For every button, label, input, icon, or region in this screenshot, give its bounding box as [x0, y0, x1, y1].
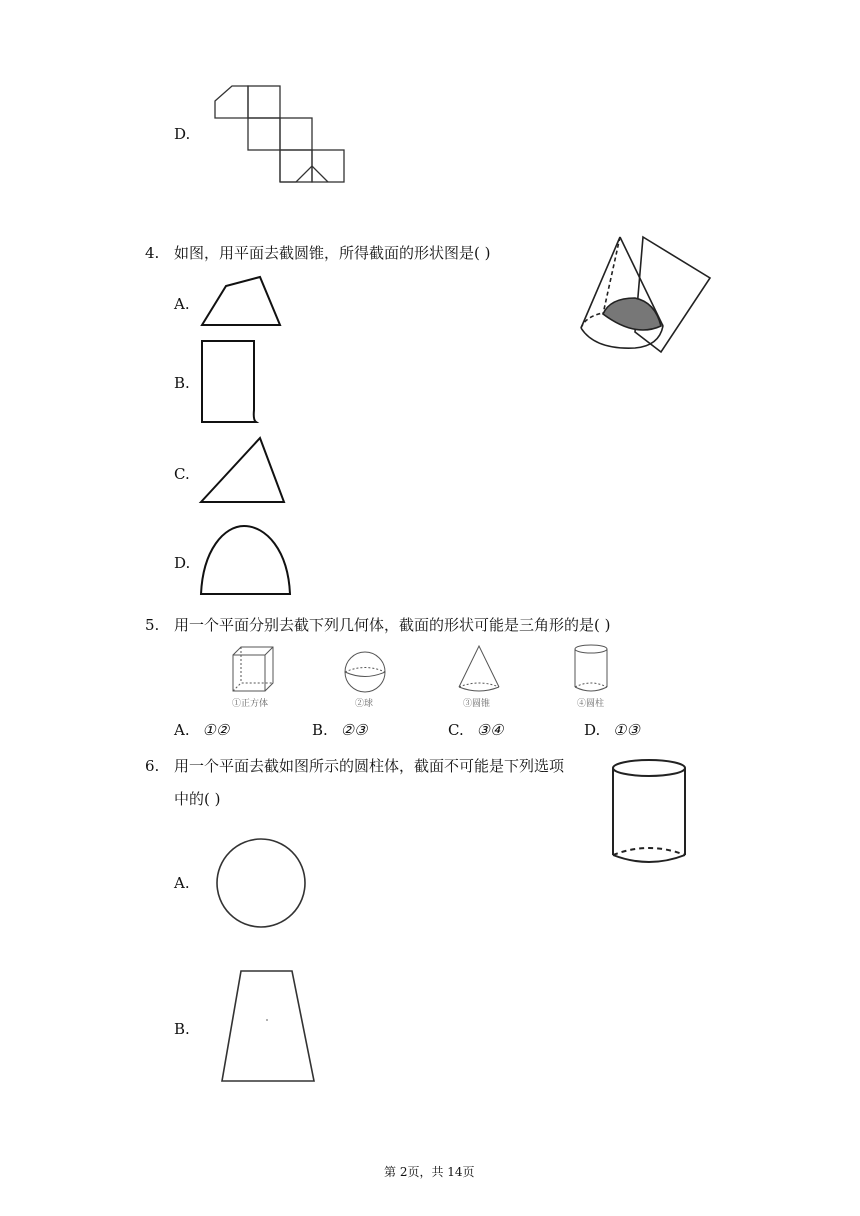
q5-option-d	[584, 721, 640, 739]
q4-option-a-quadrilateral	[198, 272, 288, 332]
q4-option-d-label: D.	[174, 554, 191, 572]
q5-cube-label: ①正方体	[232, 699, 269, 709]
q4-option-c-triangle	[198, 434, 290, 506]
q4-number: 4.	[145, 244, 160, 262]
q4-option-b-label: B.	[174, 374, 190, 392]
q5-cylinder	[575, 645, 607, 691]
q4-option-a-label: A.	[174, 295, 190, 313]
q5-number: 5.	[145, 616, 160, 634]
q4-option-b-rectangle	[198, 338, 260, 424]
q5-cube	[233, 647, 273, 691]
q6-stem-line1: 用一个平面去截如图所示的圆柱体，截面不可能是下列选项	[174, 757, 565, 775]
q5-sphere-label: ②球	[355, 699, 374, 709]
q6-option-b-trapezoid	[218, 968, 320, 1088]
q5-option-b-text: ②③	[340, 721, 368, 739]
q5-solids-figure	[0, 640, 860, 712]
q5-option-b-label: B.	[312, 721, 328, 739]
q6-option-a-circle	[212, 838, 312, 930]
q3-option-d-label: D.	[174, 125, 191, 143]
q5-option-a-text: ①②	[202, 721, 230, 739]
q5-option-b	[312, 721, 367, 739]
q6-number: 6.	[145, 757, 160, 775]
q5-option-c-text: ③④	[476, 721, 504, 739]
q5-cylinder-label: ④圆柱	[577, 699, 605, 709]
q4-cone-section-figure	[575, 232, 715, 357]
q5-option-c	[448, 721, 503, 739]
q5-option-c-label: C.	[448, 721, 464, 739]
q4-option-d-arch	[198, 522, 294, 598]
q6-stem-line2: 中的( )	[174, 790, 221, 808]
q5-option-a	[174, 721, 229, 739]
q4-stem: 如图，用平面去截圆锥，所得截面的形状图是( )	[174, 244, 491, 262]
q5-stem: 用一个平面分别去截下列几何体，截面的形状可能是三角形的是( )	[174, 616, 611, 634]
q5-cone-label: ③圆锥	[463, 699, 491, 709]
q4-option-c-label: C.	[174, 465, 190, 483]
q5-option-a-label: A.	[174, 721, 190, 739]
page-footer: 第 2页，共 14页	[384, 1165, 475, 1179]
q5-option-d-label: D.	[584, 721, 601, 739]
q5-option-d-text: ①③	[613, 721, 640, 739]
q5-cone	[459, 646, 499, 691]
q5-sphere	[345, 652, 385, 692]
q6-option-a-label: A.	[174, 874, 190, 892]
q6-option-b-label: B.	[174, 1020, 190, 1038]
q6-cylinder-figure	[608, 757, 692, 869]
q3-cube-net-figure	[0, 0, 860, 200]
